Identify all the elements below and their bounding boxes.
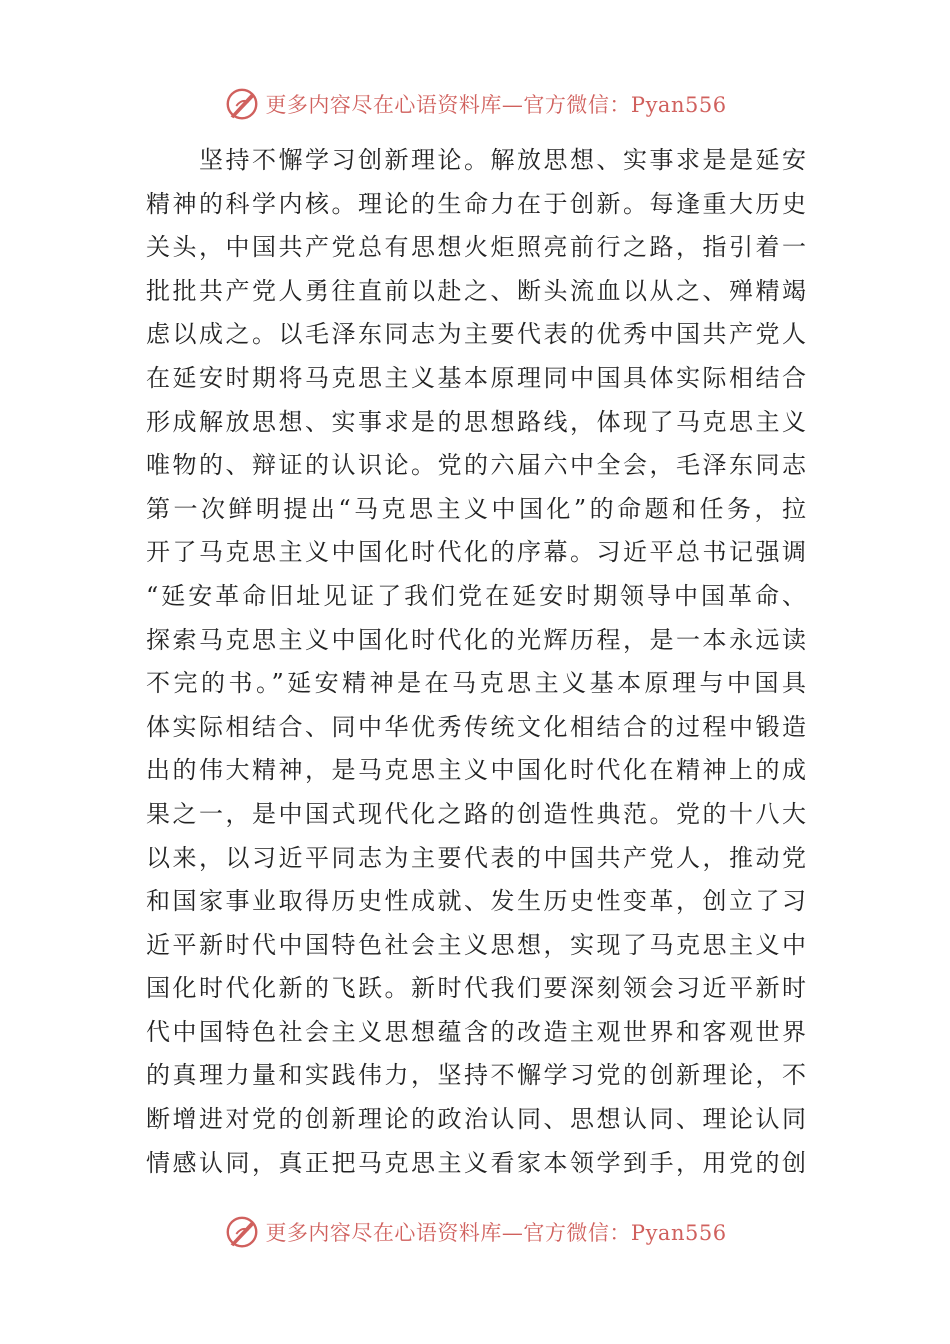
pen-nib-circle-icon	[223, 1213, 261, 1251]
text-line: 出的伟大精神，是马克思主义中国化时代化在精神上的成	[146, 756, 806, 785]
text-line: 精神的科学内核。理论的生命力在于创新。每逢重大历史	[146, 189, 806, 218]
text-line: “延安革命旧址见证了我们党在延安时期领导中国革命、	[146, 581, 806, 610]
text-line: 第一次鲜明提出“马克思主义中国化”的命题和任务，拉	[146, 494, 806, 523]
text-line: 坚持不懈学习创新理论。解放思想、实事求是是延安	[146, 146, 806, 174]
text-line: 开了马克思主义中国化时代化的序幕。习近平总书记强调	[146, 538, 806, 567]
text-line: 在延安时期将马克思主义基本原理同中国具体实际相结合	[146, 363, 806, 392]
text-line: 形成解放思想、实事求是的思想路线，体现了马克思主义	[146, 407, 806, 436]
text-line: 的真理力量和实践伟力，坚持不懈学习党的创新理论，不	[146, 1061, 806, 1090]
header-banner	[0, 84, 950, 124]
text-line: 以来，以习近平同志为主要代表的中国共产党人，推动党	[146, 843, 806, 872]
text-line: 虑以成之。以毛泽东同志为主要代表的优秀中国共产党人	[146, 320, 806, 349]
text-line: 代中国特色社会主义思想蕴含的改造主观世界和客观世界	[146, 1017, 806, 1046]
body-text	[146, 139, 806, 1185]
text-line: 近平新时代中国特色社会主义思想，实现了马克思主义中	[146, 930, 806, 959]
text-line: 关头，中国共产党总有思想火炬照亮前行之路，指引着一	[146, 233, 806, 262]
text-line: 探索马克思主义中国化时代化的光辉历程，是一本永远读	[146, 625, 806, 654]
text-line: 批批共产党人勇往直前以赴之、断头流血以从之、殚精竭	[146, 276, 806, 305]
text-line: 断增进对党的创新理论的政治认同、思想认同、理论认同	[146, 1105, 806, 1134]
text-line: 和国家事业取得历史性成就、发生历史性变革，创立了习	[146, 887, 806, 916]
text-line: 果之一，是中国式现代化之路的创造性典范。党的十八大	[146, 799, 806, 828]
header-banner-text: 更多内容尽在心语资料库—官方微信：Pyan556	[265, 93, 727, 117]
text-line: 唯物的、辩证的认识论。党的六届六中全会，毛泽东同志	[146, 451, 806, 480]
text-line: 不完的书。”延安精神是在马克思主义基本原理与中国具	[146, 669, 806, 698]
text-line: 国化时代化新的飞跃。新时代我们要深刻领会习近平新时	[146, 974, 806, 1003]
footer-banner	[0, 1212, 950, 1252]
text-line: 情感认同，真正把马克思主义看家本领学到手，用党的创	[146, 1148, 806, 1177]
pen-nib-circle-icon	[223, 85, 261, 123]
text-line: 体实际相结合、同中华优秀传统文化相结合的过程中锻造	[146, 712, 806, 741]
footer-banner-text: 更多内容尽在心语资料库—官方微信：Pyan556	[265, 1221, 727, 1245]
